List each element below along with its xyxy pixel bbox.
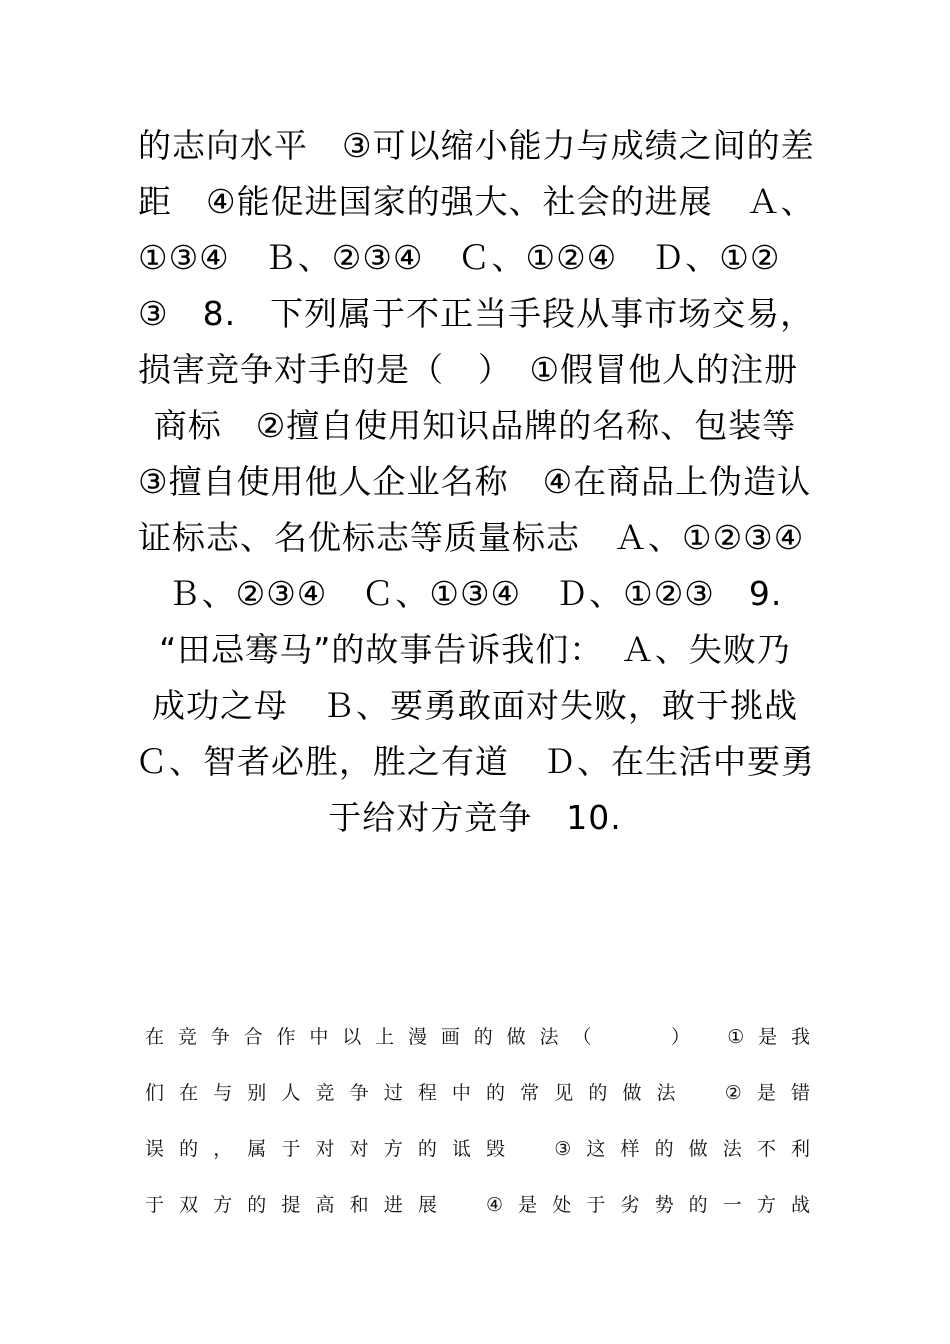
text-line: 误的，属于对对方的诋毁 ③这样的做法不利 <box>145 1138 810 1160</box>
text-line: 于给对方竞争 10. <box>328 798 622 837</box>
text-line: “田忌骞马”的故事告诉我们： Ａ、失败乃 <box>159 630 791 669</box>
text-line: Ｂ、②③④ Ｃ、①③④ Ｄ、①②③ 9. <box>167 574 783 613</box>
text-line: 商标 ②擅自使用知识品牌的名称、包装等 <box>153 406 797 445</box>
text-line: 们在与别人竞争过程中的常见的做法 ②是错 <box>145 1082 810 1104</box>
text-line: 损害竞争对手的是（ ） ①假冒他人的注册 <box>138 350 799 389</box>
text-line: ③ 8. 下列属于不正当手段从事市场交易， <box>138 294 815 333</box>
text-line: ③擅自使用他人企业名称 ④在商品上伪造认 <box>138 462 812 501</box>
text-line: ①③④ Ｂ、②③④ Ｃ、①②④ Ｄ、①② <box>138 238 781 277</box>
text-line: Ｃ、智者必胜，胜之有道 Ｄ、在生活中要勇 <box>135 742 815 781</box>
text-line: 证标志、名优标志等质量标志 Ａ、①②③④ <box>138 518 805 557</box>
text-line: 在竞争合作中以上漫画的做法（ ） ①是我 <box>145 1026 810 1048</box>
text-line: 距 ④能促进国家的强大、社会的进展 Ａ、 <box>138 182 815 221</box>
text-line: 于双方的提高和进展 ④是处于劣势的一方战 <box>145 1194 810 1216</box>
text-line: 成功之母 Ｂ、要勇敢面对失败，敢于挑战 <box>152 686 798 725</box>
text-line: 的志向水平 ③可以缩小能力与成绩之间的差 <box>138 126 815 165</box>
